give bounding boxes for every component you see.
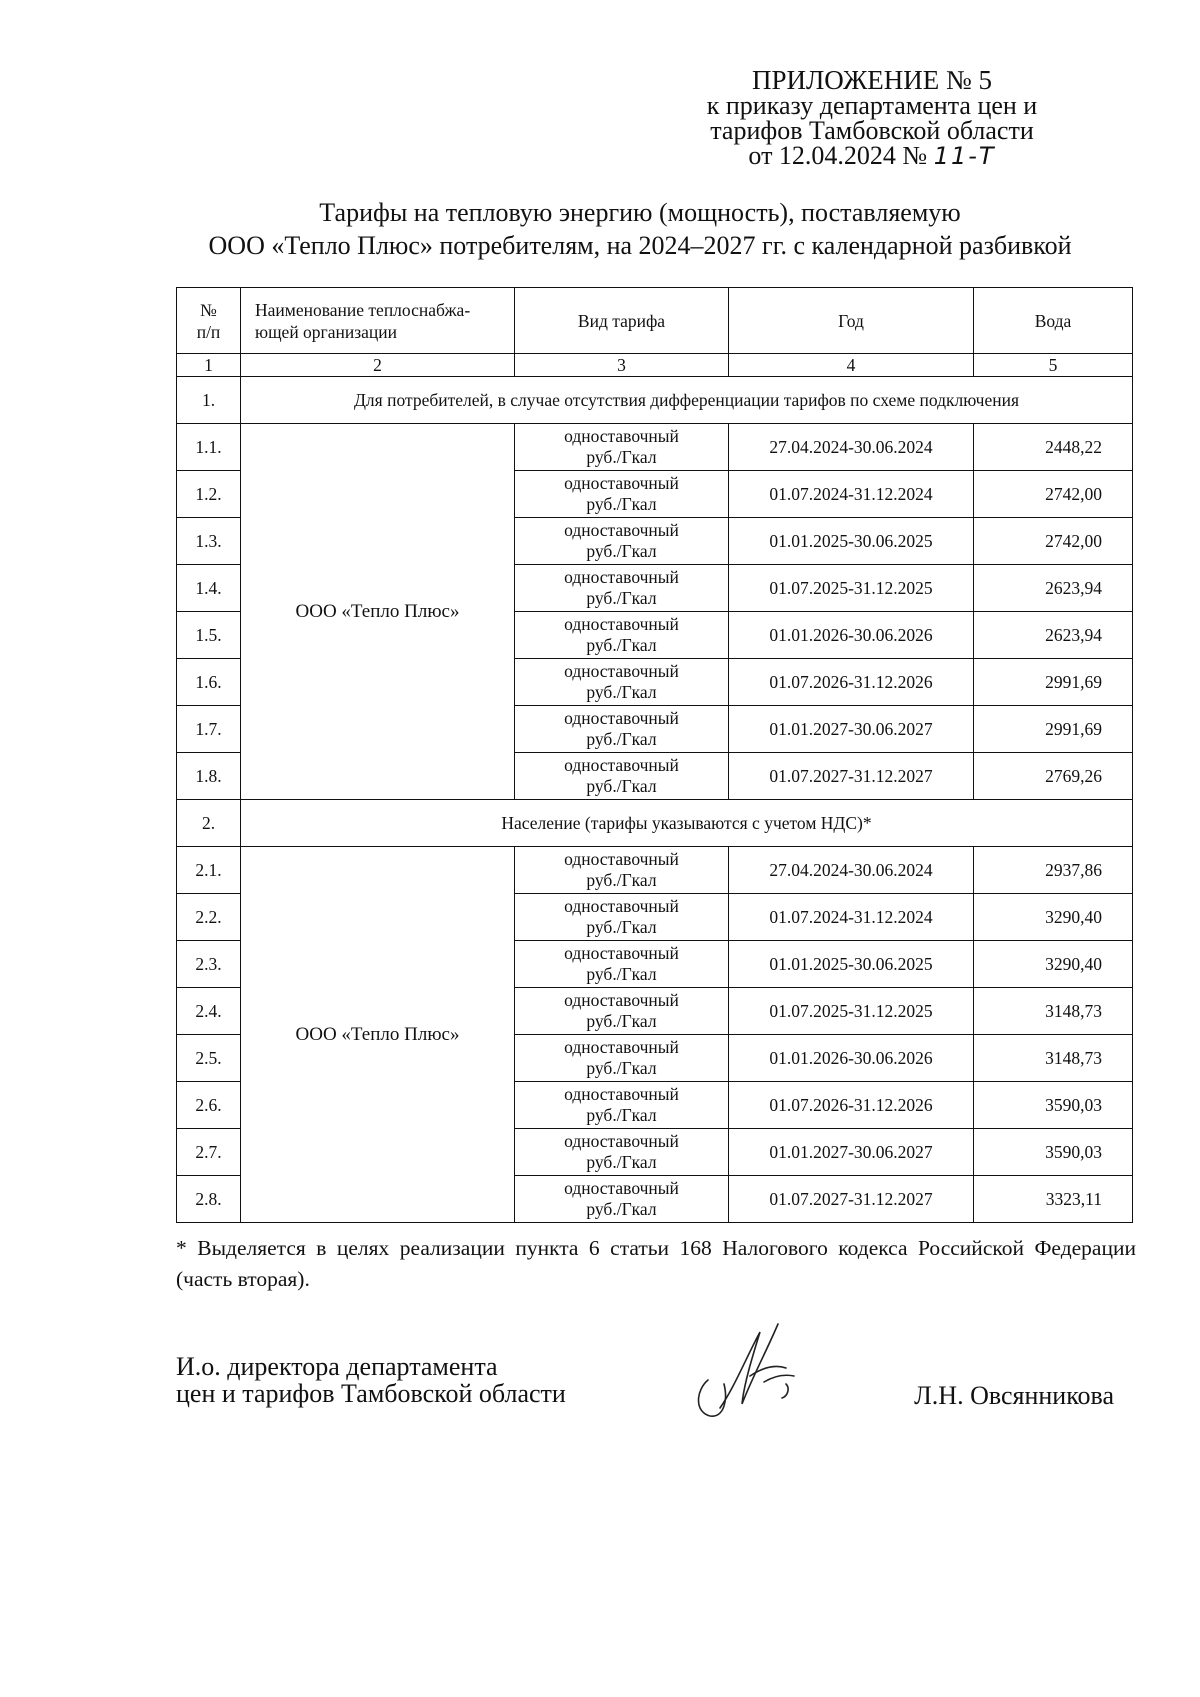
tariff-type-name: одноставочный (564, 1037, 679, 1057)
tariff-type-name: одноставочный (564, 755, 679, 775)
tariff-type-name: одноставочный (564, 849, 679, 869)
document-title (130, 196, 1150, 262)
tariff-type-name: одноставочный (564, 426, 679, 446)
document-title-line-2: ООО «Тепло Плюс» потребителям, на 2024–2027 гг. с календарной разбивкой (208, 231, 1072, 260)
tariff-period: 01.01.2027-30.06.2027 (729, 706, 974, 753)
table-row (177, 847, 1133, 894)
tariff-type-name: одноставочный (564, 473, 679, 493)
tariff-period: 01.07.2025-31.12.2025 (729, 565, 974, 612)
section-row (177, 800, 1133, 847)
tariff-period: 01.07.2026-31.12.2026 (729, 1082, 974, 1129)
row-number: 2.8. (177, 1176, 241, 1223)
tariff-type (515, 565, 729, 612)
tariff-type-name: одноставочный (564, 1131, 679, 1151)
tariff-unit: руб./Гкал (586, 776, 657, 796)
water-tariff-value: 2937,86 (974, 847, 1133, 894)
row-number: 1.8. (177, 753, 241, 800)
tariff-unit: руб./Гкал (586, 1058, 657, 1078)
column-number: 5 (974, 354, 1133, 377)
handwritten-order-number: 11-Т (933, 142, 996, 170)
water-tariff-value: 2742,00 (974, 471, 1133, 518)
water-tariff-value: 2742,00 (974, 518, 1133, 565)
tariff-period: 01.07.2024-31.12.2024 (729, 894, 974, 941)
appendix-order-line: к приказу департамента цен и (706, 91, 1038, 120)
tariff-unit: руб./Гкал (586, 682, 657, 702)
header-year: Год (729, 288, 974, 354)
tariff-period: 27.04.2024-30.06.2024 (729, 424, 974, 471)
tariff-unit: руб./Гкал (586, 1152, 657, 1172)
tariff-unit: руб./Гкал (586, 729, 657, 749)
water-tariff-value: 2448,22 (974, 424, 1133, 471)
water-tariff-value: 3290,40 (974, 941, 1133, 988)
row-number: 1.1. (177, 424, 241, 471)
tariff-period: 01.01.2026-30.06.2026 (729, 612, 974, 659)
tariff-period: 01.07.2025-31.12.2025 (729, 988, 974, 1035)
tariff-type (515, 612, 729, 659)
tariff-type (515, 941, 729, 988)
water-tariff-value: 2991,69 (974, 659, 1133, 706)
column-number: 3 (515, 354, 729, 377)
tariff-period: 01.01.2025-30.06.2025 (729, 518, 974, 565)
water-tariff-value: 3590,03 (974, 1082, 1133, 1129)
organization-name: ООО «Тепло Плюс» (241, 424, 515, 800)
appendix-date: от 12.04.2024 № (748, 141, 928, 170)
tariff-unit: руб./Гкал (586, 541, 657, 561)
row-number: 2.1. (177, 847, 241, 894)
table-row (177, 424, 1133, 471)
tariff-type (515, 1129, 729, 1176)
row-number: 1.3. (177, 518, 241, 565)
row-number: 1.5. (177, 612, 241, 659)
table-header-row (177, 288, 1133, 354)
tariff-type (515, 1082, 729, 1129)
tariff-period: 01.01.2027-30.06.2027 (729, 1129, 974, 1176)
tariff-type-name: одноставочный (564, 708, 679, 728)
water-tariff-value: 2623,94 (974, 612, 1133, 659)
tariff-unit: руб./Гкал (586, 1011, 657, 1031)
tariff-type (515, 471, 729, 518)
column-number-row (177, 354, 1133, 377)
signer-name: Л.Н. Овсянникова (914, 1381, 1114, 1410)
tariff-unit: руб./Гкал (586, 635, 657, 655)
water-tariff-value: 3148,73 (974, 1035, 1133, 1082)
section-title: Население (тарифы указываются с учетом НДС)* (241, 800, 1133, 847)
column-number: 1 (177, 354, 241, 377)
tariff-period: 01.01.2026-30.06.2026 (729, 1035, 974, 1082)
tariff-table (176, 287, 1133, 1223)
tariff-unit: руб./Гкал (586, 1199, 657, 1219)
tariff-type-name: одноставочный (564, 1084, 679, 1104)
signature-position (176, 1353, 566, 1407)
tariff-type (515, 706, 729, 753)
tariff-unit: руб./Гкал (586, 447, 657, 467)
tariff-type-name: одноставочный (564, 614, 679, 634)
tariff-type (515, 988, 729, 1035)
tariff-unit: руб./Гкал (586, 588, 657, 608)
tariff-type-name: одноставочный (564, 1178, 679, 1198)
water-tariff-value: 3323,11 (974, 1176, 1133, 1223)
row-number: 1.2. (177, 471, 241, 518)
tariff-period: 01.07.2026-31.12.2026 (729, 659, 974, 706)
header-number-line-2: п/п (196, 321, 221, 342)
appendix-header (672, 65, 1072, 170)
water-tariff-value: 3590,03 (974, 1129, 1133, 1176)
column-number: 2 (241, 354, 515, 377)
appendix-title: ПРИЛОЖЕНИЕ № 5 (751, 65, 993, 95)
row-number: 2.3. (177, 941, 241, 988)
header-tariff-type: Вид тарифа (515, 288, 729, 354)
tariff-type (515, 1035, 729, 1082)
tariff-unit: руб./Гкал (586, 917, 657, 937)
header-organization-line-2: ющей организации (255, 321, 398, 342)
tariff-type (515, 424, 729, 471)
water-tariff-value: 2769,26 (974, 753, 1133, 800)
tariff-period: 01.07.2027-31.12.2027 (729, 753, 974, 800)
tariff-type-name: одноставочный (564, 520, 679, 540)
header-number-line-1: № (200, 299, 217, 320)
row-number: 2.2. (177, 894, 241, 941)
tariff-type (515, 894, 729, 941)
tariff-type (515, 753, 729, 800)
document-title-line-1: Тарифы на тепловую энергию (мощность), поставляемую (319, 198, 961, 227)
row-number: 2.6. (177, 1082, 241, 1129)
header-water: Вода (974, 288, 1133, 354)
tariff-unit: руб./Гкал (586, 964, 657, 984)
tariff-type-name: одноставочный (564, 661, 679, 681)
table-body (177, 377, 1133, 1223)
section-number: 1. (177, 377, 241, 424)
column-number: 4 (729, 354, 974, 377)
handwritten-signature (690, 1318, 800, 1418)
water-tariff-value: 3148,73 (974, 988, 1133, 1035)
tariff-unit: руб./Гкал (586, 870, 657, 890)
section-number: 2. (177, 800, 241, 847)
footnote: * Выделяется в целях реализации пункта 6 статьи 168 Налогового кодекса Российской Федерации (часть вторая). (176, 1236, 1136, 1291)
row-number: 2.4. (177, 988, 241, 1035)
header-number (177, 288, 241, 354)
row-number: 2.5. (177, 1035, 241, 1082)
water-tariff-value: 2991,69 (974, 706, 1133, 753)
tariff-unit: руб./Гкал (586, 1105, 657, 1125)
water-tariff-value: 2623,94 (974, 565, 1133, 612)
water-tariff-value: 3290,40 (974, 894, 1133, 941)
row-number: 1.6. (177, 659, 241, 706)
tariff-period: 01.01.2025-30.06.2025 (729, 941, 974, 988)
organization-name: ООО «Тепло Плюс» (241, 847, 515, 1223)
tariff-period: 01.07.2024-31.12.2024 (729, 471, 974, 518)
tariff-type-name: одноставочный (564, 896, 679, 916)
row-number: 2.7. (177, 1129, 241, 1176)
tariff-type (515, 1176, 729, 1223)
signature-position-line-1: И.о. директора департамента (176, 1352, 498, 1381)
row-number: 1.4. (177, 565, 241, 612)
appendix-authority-line: тарифов Тамбовской области (710, 116, 1034, 145)
header-organization-line-1: Наименование теплоснабжа- (255, 299, 471, 320)
tariff-type (515, 847, 729, 894)
appendix-date-line (672, 143, 1072, 169)
tariff-type-name: одноставочный (564, 943, 679, 963)
tariff-unit: руб./Гкал (586, 494, 657, 514)
tariff-period: 27.04.2024-30.06.2024 (729, 847, 974, 894)
row-number: 1.7. (177, 706, 241, 753)
tariff-type (515, 659, 729, 706)
tariff-type-name: одноставочный (564, 567, 679, 587)
section-row (177, 377, 1133, 424)
header-organization (241, 288, 515, 354)
signature-position-line-2: цен и тарифов Тамбовской области (176, 1379, 566, 1408)
tariff-type-name: одноставочный (564, 990, 679, 1010)
tariff-period: 01.07.2027-31.12.2027 (729, 1176, 974, 1223)
tariff-type (515, 518, 729, 565)
section-title: Для потребителей, в случае отсутствия дифференциации тарифов по схеме подключения (241, 377, 1133, 424)
